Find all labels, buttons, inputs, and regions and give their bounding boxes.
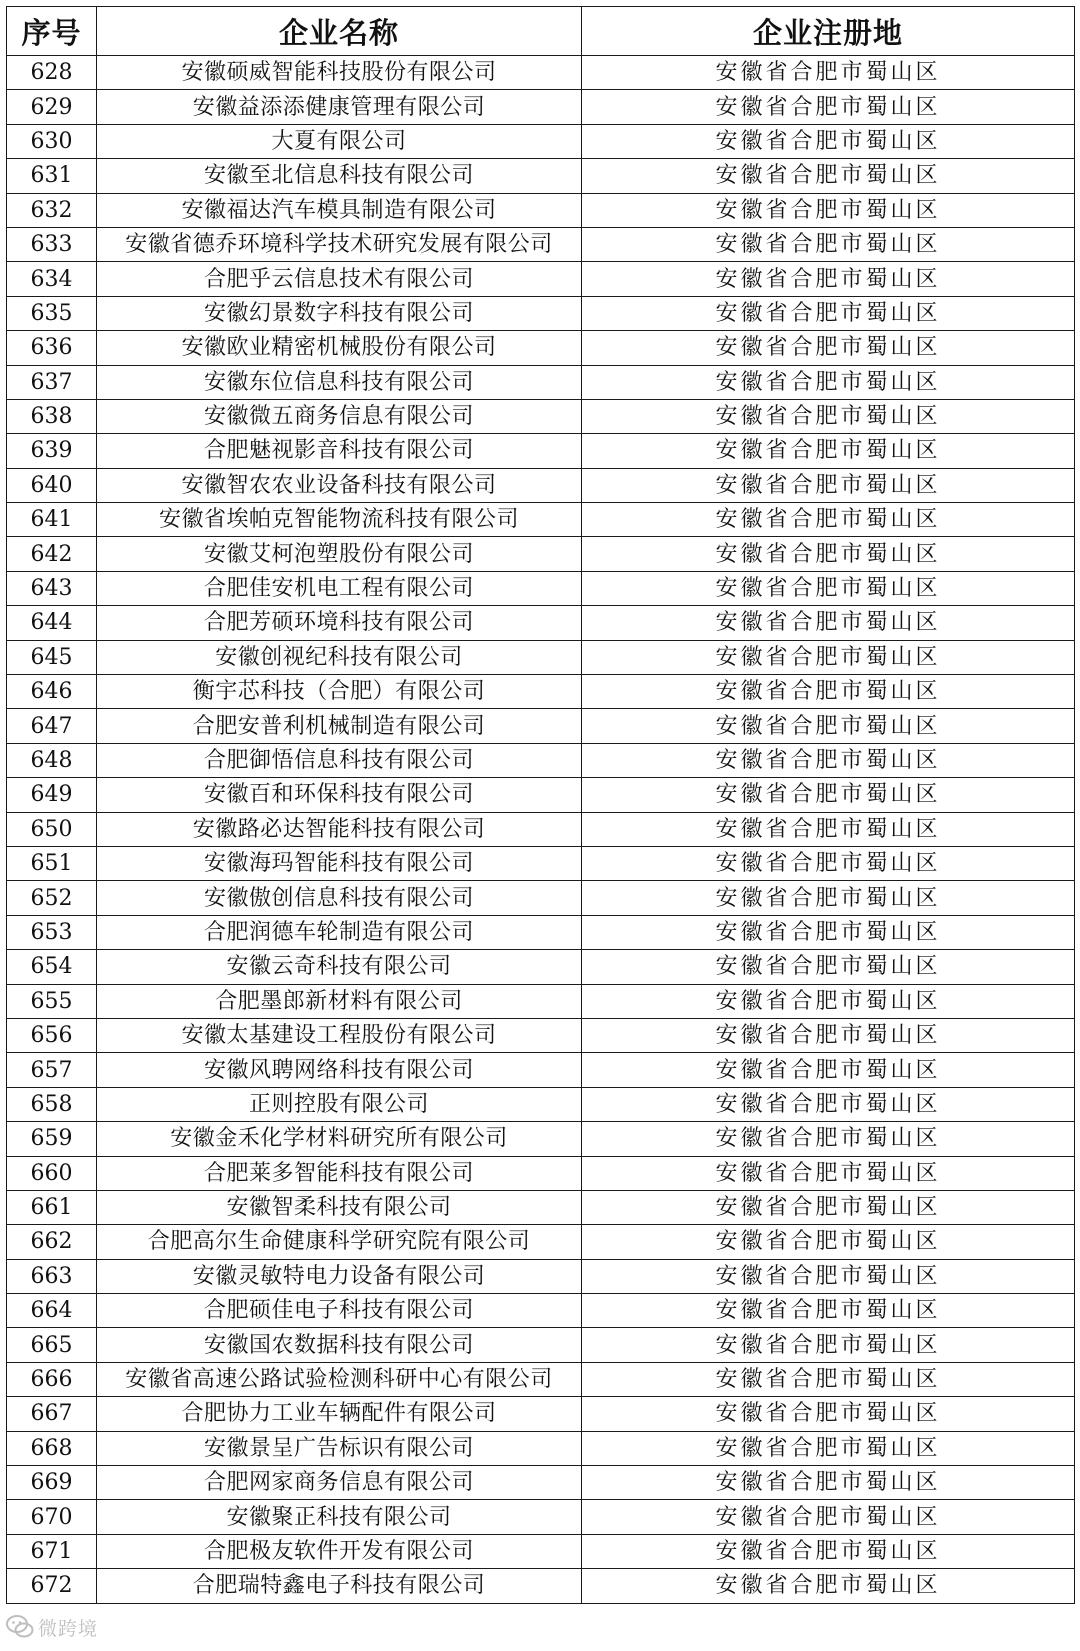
table-row <box>7 331 1075 365</box>
table-row <box>7 1569 1075 1603</box>
row-index: 644 <box>7 606 97 640</box>
row-index: 661 <box>7 1190 97 1224</box>
row-index: 641 <box>7 503 97 537</box>
row-enterprise-name: 合肥安普利机械制造有限公司 <box>97 709 582 743</box>
row-index: 668 <box>7 1431 97 1465</box>
row-registration-location: 安徽省合肥市蜀山区 <box>582 606 1075 640</box>
row-registration-location: 安徽省合肥市蜀山区 <box>582 1328 1075 1362</box>
table-row <box>7 640 1075 674</box>
row-index: 672 <box>7 1569 97 1603</box>
row-registration-location: 安徽省合肥市蜀山区 <box>582 1190 1075 1224</box>
header-row <box>7 7 1075 56</box>
row-enterprise-name: 安徽硕威智能科技股份有限公司 <box>97 56 582 90</box>
row-enterprise-name: 安徽福达汽车模具制造有限公司 <box>97 193 582 227</box>
table-row <box>7 227 1075 261</box>
row-registration-location: 安徽省合肥市蜀山区 <box>582 1569 1075 1603</box>
row-registration-location: 安徽省合肥市蜀山区 <box>582 1156 1075 1190</box>
row-registration-location: 安徽省合肥市蜀山区 <box>582 124 1075 158</box>
table-row <box>7 709 1075 743</box>
row-registration-location: 安徽省合肥市蜀山区 <box>582 915 1075 949</box>
row-enterprise-name: 安徽国农数据科技有限公司 <box>97 1328 582 1362</box>
table-row <box>7 399 1075 433</box>
table-row <box>7 1534 1075 1568</box>
row-index: 662 <box>7 1225 97 1259</box>
row-registration-location: 安徽省合肥市蜀山区 <box>582 675 1075 709</box>
table-row <box>7 606 1075 640</box>
table-row <box>7 743 1075 777</box>
row-index: 643 <box>7 571 97 605</box>
row-registration-location: 安徽省合肥市蜀山区 <box>582 468 1075 502</box>
row-enterprise-name: 安徽傲创信息科技有限公司 <box>97 881 582 915</box>
row-enterprise-name: 合肥网家商务信息有限公司 <box>97 1466 582 1500</box>
enterprise-table <box>6 6 1075 1604</box>
row-registration-location: 安徽省合肥市蜀山区 <box>582 331 1075 365</box>
row-index: 656 <box>7 1018 97 1052</box>
table-row <box>7 1018 1075 1052</box>
row-enterprise-name: 安徽智柔科技有限公司 <box>97 1190 582 1224</box>
header-registration-location: 企业注册地 <box>582 7 1075 56</box>
row-enterprise-name: 合肥芳硕环境科技有限公司 <box>97 606 582 640</box>
row-registration-location: 安徽省合肥市蜀山区 <box>582 571 1075 605</box>
row-index: 651 <box>7 846 97 880</box>
table-row <box>7 675 1075 709</box>
row-index: 634 <box>7 262 97 296</box>
row-registration-location: 安徽省合肥市蜀山区 <box>582 1225 1075 1259</box>
header-index: 序号 <box>7 7 97 56</box>
row-index: 652 <box>7 881 97 915</box>
row-enterprise-name: 安徽灵敏特电力设备有限公司 <box>97 1259 582 1293</box>
row-enterprise-name: 安徽百和环保科技有限公司 <box>97 778 582 812</box>
table-row <box>7 1053 1075 1087</box>
row-index: 642 <box>7 537 97 571</box>
table-row <box>7 296 1075 330</box>
row-registration-location: 安徽省合肥市蜀山区 <box>582 1466 1075 1500</box>
row-enterprise-name: 正则控股有限公司 <box>97 1087 582 1121</box>
row-registration-location: 安徽省合肥市蜀山区 <box>582 950 1075 984</box>
header-enterprise-name: 企业名称 <box>97 7 582 56</box>
table-row <box>7 1466 1075 1500</box>
table-row <box>7 159 1075 193</box>
row-index: 664 <box>7 1294 97 1328</box>
row-enterprise-name: 合肥莱多智能科技有限公司 <box>97 1156 582 1190</box>
row-registration-location: 安徽省合肥市蜀山区 <box>582 984 1075 1018</box>
row-enterprise-name: 安徽至北信息科技有限公司 <box>97 159 582 193</box>
row-enterprise-name: 安徽创视纪科技有限公司 <box>97 640 582 674</box>
table-row <box>7 881 1075 915</box>
row-registration-location: 安徽省合肥市蜀山区 <box>582 227 1075 261</box>
row-enterprise-name: 安徽幻景数字科技有限公司 <box>97 296 582 330</box>
row-registration-location: 安徽省合肥市蜀山区 <box>582 56 1075 90</box>
table-row <box>7 1259 1075 1293</box>
row-index: 637 <box>7 365 97 399</box>
row-registration-location: 安徽省合肥市蜀山区 <box>582 1018 1075 1052</box>
table-row <box>7 1294 1075 1328</box>
row-enterprise-name: 合肥佳安机电工程有限公司 <box>97 571 582 605</box>
enterprise-list-sheet <box>6 6 1074 1604</box>
table-row <box>7 1397 1075 1431</box>
row-registration-location: 安徽省合肥市蜀山区 <box>582 1431 1075 1465</box>
table-body <box>7 56 1075 1604</box>
table-row <box>7 915 1075 949</box>
table-row <box>7 1087 1075 1121</box>
row-registration-location: 安徽省合肥市蜀山区 <box>582 1259 1075 1293</box>
row-index: 646 <box>7 675 97 709</box>
table-row <box>7 778 1075 812</box>
row-enterprise-name: 大夏有限公司 <box>97 124 582 158</box>
row-index: 660 <box>7 1156 97 1190</box>
row-index: 648 <box>7 743 97 777</box>
table-row <box>7 537 1075 571</box>
row-enterprise-name: 合肥御悟信息科技有限公司 <box>97 743 582 777</box>
row-index: 659 <box>7 1122 97 1156</box>
watermark <box>6 1610 136 1644</box>
row-registration-location: 安徽省合肥市蜀山区 <box>582 434 1075 468</box>
watermark-text: 微跨境 <box>38 1617 99 1640</box>
table-row <box>7 56 1075 90</box>
row-enterprise-name: 安徽海玛智能科技有限公司 <box>97 846 582 880</box>
table-row <box>7 1122 1075 1156</box>
row-registration-location: 安徽省合肥市蜀山区 <box>582 1534 1075 1568</box>
row-enterprise-name: 安徽风聘网络科技有限公司 <box>97 1053 582 1087</box>
row-index: 654 <box>7 950 97 984</box>
row-index: 670 <box>7 1500 97 1534</box>
row-registration-location: 安徽省合肥市蜀山区 <box>582 743 1075 777</box>
row-enterprise-name: 安徽微五商务信息有限公司 <box>97 399 582 433</box>
row-registration-location: 安徽省合肥市蜀山区 <box>582 537 1075 571</box>
table-row <box>7 950 1075 984</box>
table-row <box>7 1190 1075 1224</box>
row-registration-location: 安徽省合肥市蜀山区 <box>582 1500 1075 1534</box>
row-registration-location: 安徽省合肥市蜀山区 <box>582 846 1075 880</box>
table-row <box>7 90 1075 124</box>
row-enterprise-name: 安徽欧业精密机械股份有限公司 <box>97 331 582 365</box>
row-index: 636 <box>7 331 97 365</box>
wechat-logo-icon <box>6 1614 34 1640</box>
table-row <box>7 124 1075 158</box>
row-enterprise-name: 安徽艾柯泡塑股份有限公司 <box>97 537 582 571</box>
table-header <box>7 7 1075 56</box>
row-index: 658 <box>7 1087 97 1121</box>
row-index: 638 <box>7 399 97 433</box>
row-index: 657 <box>7 1053 97 1087</box>
table-row <box>7 1431 1075 1465</box>
table-row <box>7 1328 1075 1362</box>
row-index: 630 <box>7 124 97 158</box>
row-registration-location: 安徽省合肥市蜀山区 <box>582 1397 1075 1431</box>
row-registration-location: 安徽省合肥市蜀山区 <box>582 778 1075 812</box>
row-registration-location: 安徽省合肥市蜀山区 <box>582 503 1075 537</box>
row-registration-location: 安徽省合肥市蜀山区 <box>582 159 1075 193</box>
row-index: 633 <box>7 227 97 261</box>
row-index: 667 <box>7 1397 97 1431</box>
row-index: 669 <box>7 1466 97 1500</box>
row-index: 628 <box>7 56 97 90</box>
row-index: 632 <box>7 193 97 227</box>
row-enterprise-name: 安徽路必达智能科技有限公司 <box>97 812 582 846</box>
row-enterprise-name: 合肥极友软件开发有限公司 <box>97 1534 582 1568</box>
row-index: 629 <box>7 90 97 124</box>
table-row <box>7 1500 1075 1534</box>
row-index: 647 <box>7 709 97 743</box>
row-enterprise-name: 合肥魅视影音科技有限公司 <box>97 434 582 468</box>
row-registration-location: 安徽省合肥市蜀山区 <box>582 1053 1075 1087</box>
row-index: 640 <box>7 468 97 502</box>
row-registration-location: 安徽省合肥市蜀山区 <box>582 296 1075 330</box>
row-registration-location: 安徽省合肥市蜀山区 <box>582 365 1075 399</box>
row-index: 639 <box>7 434 97 468</box>
table-row <box>7 503 1075 537</box>
row-registration-location: 安徽省合肥市蜀山区 <box>582 640 1075 674</box>
row-registration-location: 安徽省合肥市蜀山区 <box>582 1294 1075 1328</box>
row-enterprise-name: 安徽云奇科技有限公司 <box>97 950 582 984</box>
table-row <box>7 434 1075 468</box>
row-enterprise-name: 合肥乎云信息技术有限公司 <box>97 262 582 296</box>
row-index: 666 <box>7 1362 97 1396</box>
row-index: 649 <box>7 778 97 812</box>
row-index: 653 <box>7 915 97 949</box>
row-enterprise-name: 安徽益添添健康管理有限公司 <box>97 90 582 124</box>
table-row <box>7 571 1075 605</box>
row-registration-location: 安徽省合肥市蜀山区 <box>582 1087 1075 1121</box>
table-row <box>7 812 1075 846</box>
row-index: 671 <box>7 1534 97 1568</box>
table-row <box>7 984 1075 1018</box>
row-enterprise-name: 合肥润德车轮制造有限公司 <box>97 915 582 949</box>
table-row <box>7 365 1075 399</box>
row-enterprise-name: 合肥硕佳电子科技有限公司 <box>97 1294 582 1328</box>
row-enterprise-name: 安徽聚正科技有限公司 <box>97 1500 582 1534</box>
row-registration-location: 安徽省合肥市蜀山区 <box>582 1122 1075 1156</box>
row-index: 635 <box>7 296 97 330</box>
row-index: 663 <box>7 1259 97 1293</box>
row-enterprise-name: 衡宇芯科技（合肥）有限公司 <box>97 675 582 709</box>
row-registration-location: 安徽省合肥市蜀山区 <box>582 812 1075 846</box>
row-enterprise-name: 合肥协力工业车辆配件有限公司 <box>97 1397 582 1431</box>
row-registration-location: 安徽省合肥市蜀山区 <box>582 399 1075 433</box>
table-row <box>7 1156 1075 1190</box>
row-registration-location: 安徽省合肥市蜀山区 <box>582 1362 1075 1396</box>
row-index: 645 <box>7 640 97 674</box>
row-registration-location: 安徽省合肥市蜀山区 <box>582 90 1075 124</box>
table-row <box>7 1225 1075 1259</box>
row-index: 665 <box>7 1328 97 1362</box>
row-index: 650 <box>7 812 97 846</box>
row-enterprise-name: 安徽省德乔环境科学技术研究发展有限公司 <box>97 227 582 261</box>
row-enterprise-name: 安徽智农农业设备科技有限公司 <box>97 468 582 502</box>
row-index: 631 <box>7 159 97 193</box>
row-registration-location: 安徽省合肥市蜀山区 <box>582 881 1075 915</box>
row-index: 655 <box>7 984 97 1018</box>
row-registration-location: 安徽省合肥市蜀山区 <box>582 709 1075 743</box>
row-registration-location: 安徽省合肥市蜀山区 <box>582 193 1075 227</box>
table-row <box>7 193 1075 227</box>
table-row <box>7 262 1075 296</box>
row-registration-location: 安徽省合肥市蜀山区 <box>582 262 1075 296</box>
row-enterprise-name: 合肥墨郎新材料有限公司 <box>97 984 582 1018</box>
row-enterprise-name: 安徽省高速公路试验检测科研中心有限公司 <box>97 1362 582 1396</box>
table-row <box>7 1362 1075 1396</box>
table-row <box>7 846 1075 880</box>
row-enterprise-name: 合肥瑞特鑫电子科技有限公司 <box>97 1569 582 1603</box>
row-enterprise-name: 合肥高尔生命健康科学研究院有限公司 <box>97 1225 582 1259</box>
row-enterprise-name: 安徽太基建设工程股份有限公司 <box>97 1018 582 1052</box>
row-enterprise-name: 安徽省埃帕克智能物流科技有限公司 <box>97 503 582 537</box>
table-row <box>7 468 1075 502</box>
row-enterprise-name: 安徽景呈广告标识有限公司 <box>97 1431 582 1465</box>
row-enterprise-name: 安徽金禾化学材料研究所有限公司 <box>97 1122 582 1156</box>
row-enterprise-name: 安徽东位信息科技有限公司 <box>97 365 582 399</box>
